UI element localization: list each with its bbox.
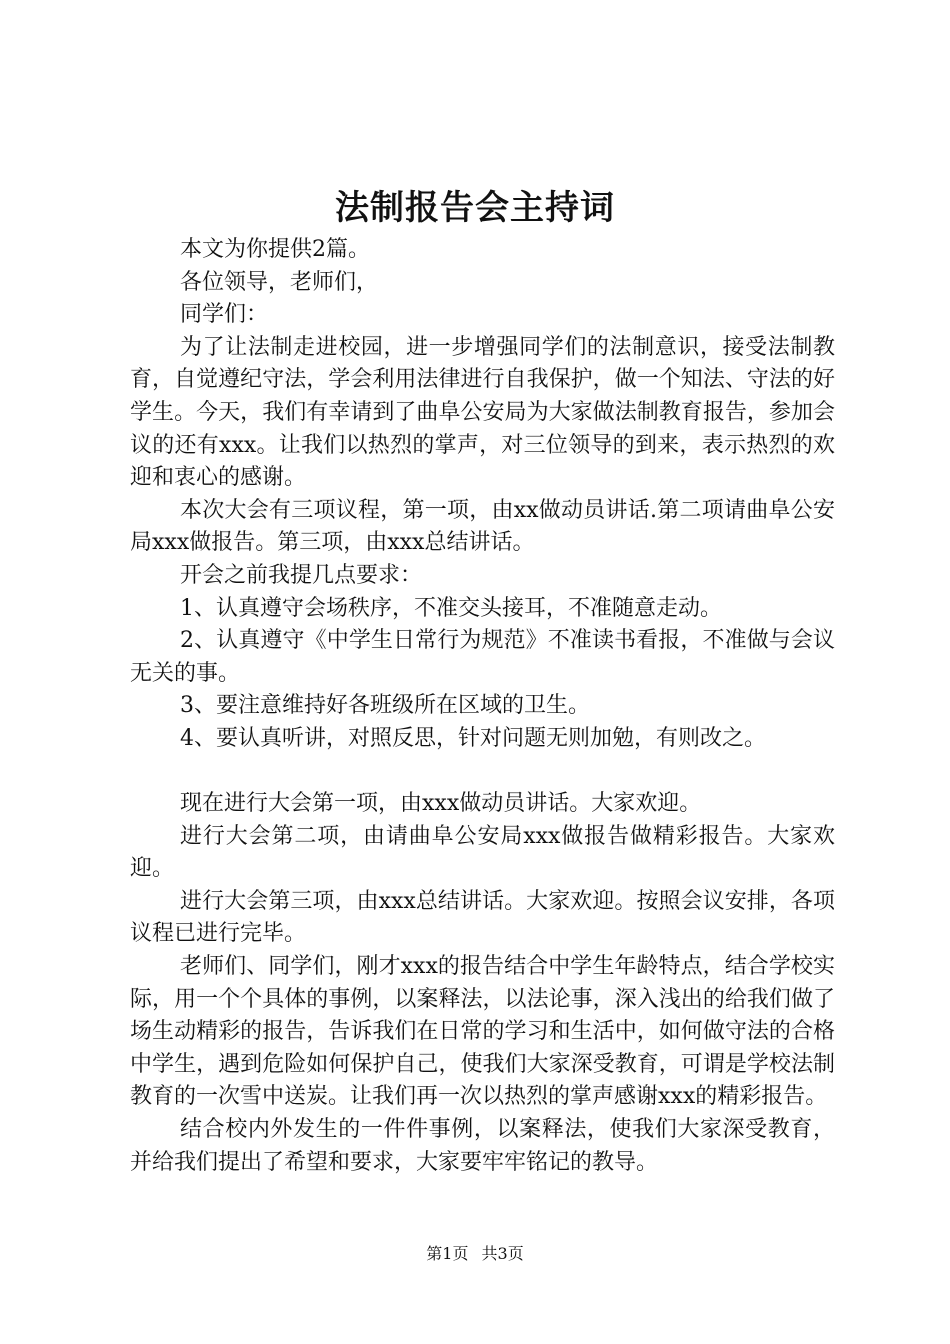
page-footer [0, 1243, 950, 1265]
paragraph: 开会之前我提几点要求： [180, 562, 423, 588]
paragraph: 本文为你提供2篇。 [180, 237, 370, 262]
paragraph: 各位领导，老师们， [180, 269, 379, 295]
paragraph: 3、要注意维持好各班级所在区域的卫生。 [180, 693, 590, 719]
page-total: 共3页 [481, 1244, 524, 1263]
paragraph: 本次大会有三项议程，第一项，由xx做动员讲话.第二项请曲阜公安局xxx做报告。第三项，由xxx总结讲话。 [130, 497, 835, 556]
paragraph: 老师们、同学们，刚才xxx的报告结合中学生年龄特点，结合学校实际，用一个个具体的事例，以案释法，以法论事，深入浅出的给我们做了场生动精彩的报告，告诉我们在日常的学习和生活中，如何做守法的合格中学生，遇到危险如何保护自己，使我们大家深受教育，可谓是学校法制教育的一次雪中送炭。让我们再一次以热烈的掌声感谢xxx的精彩报告。 [130, 954, 835, 1110]
blank-line [130, 756, 835, 789]
page-number: 第1页 [426, 1244, 469, 1263]
paragraph: 进行大会第二项，由请曲阜公安局xxx做报告做精彩报告。大家欢迎。 [130, 823, 835, 882]
paragraph: 为了让法制走进校园，进一步增强同学们的法制意识，接受法制教育，自觉遵纪守法，学会利用法律进行自我保护，做一个知法、守法的好学生。今天，我们有幸请到了曲阜公安局为大家做法制教育报告，参加会议的还有xxx。让我们以热烈的掌声，对三位领导的到来，表示热烈的欢迎和衷心的感谢。 [130, 334, 835, 491]
paragraph: 结合校内外发生的一件件事例，以案释法，使我们大家深受教育，并给我们提出了希望和要求，大家要牢牢铭记的教导。 [130, 1117, 835, 1175]
paragraph: 1、认真遵守会场秩序，不准交头接耳，不准随意走动。 [180, 595, 722, 621]
document-title: 法制报告会主持词 [335, 188, 615, 228]
paragraph: 进行大会第三项，由xxx总结讲话。大家欢迎。按照会议安排，各项议程已进行完毕。 [130, 888, 835, 947]
paragraph: 现在进行大会第一项，由xxx做动员讲话。大家欢迎。 [180, 791, 702, 817]
paragraph: 同学们： [180, 302, 269, 328]
paragraph: 4、要认真听讲，对照反思，针对问题无则加勉，有则改之。 [180, 725, 766, 751]
paragraph: 2、认真遵守《中学生日常行为规范》不准读书看报，不准做与会议无关的事。 [130, 628, 835, 686]
document-body [130, 234, 835, 1179]
